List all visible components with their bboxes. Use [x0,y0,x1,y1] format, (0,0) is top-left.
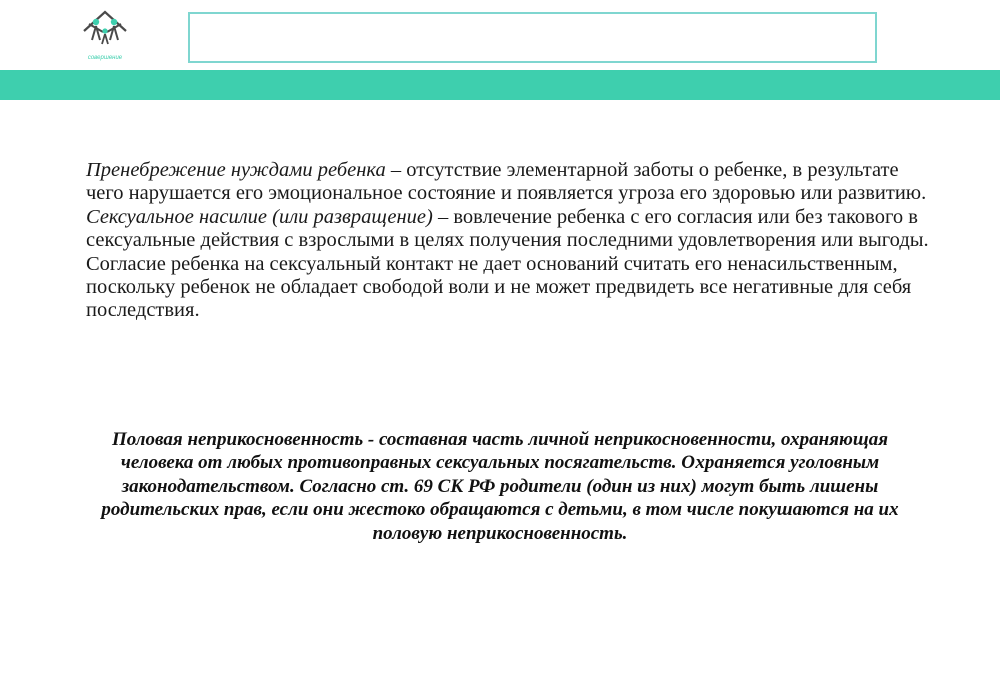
logo-text: совершение [87,55,123,61]
definition-text: – вовлечение ребенка с его согласия или без такового в сексуальные действия с взрослыми в целях получения последними удовлетворения или выгоды. Согласие ребенка на сексуальный контакт не дает оснований считать его ненасильственным, поскольку ребенок не обладает свободой воли и не может предвидеть все негативные для себя последствия. [86,205,929,322]
definition-neglect [86,159,936,206]
family-house-icon [74,4,136,64]
definitions [86,159,936,323]
definition-term: Сексуальное насилие (или развращение) [86,205,433,228]
definition-sexual-abuse [86,206,936,323]
legal-note: Половая неприкосновенность - составная часть личной неприкосновенности, охраняющая человека от любых противоправных сексуальных посягательств. Охраняется уголовным законодательством. Согласно ст. 69 СК РФ родители (один из них) могут быть лишены родительских прав, если они жестоко обращаются с детьми, в том числе покушаются на их половую неприкосновенность. [101,429,899,544]
title-box [188,12,877,63]
header-band [0,70,1000,100]
definition-text: – отсутствие элементарной заботы о ребенке, в результате чего нарушается его эмоциональное состояние и появляется угроза его здоровью или развитию. [86,159,927,205]
definition-term: Пренебрежение нуждами ребенка [86,159,386,181]
